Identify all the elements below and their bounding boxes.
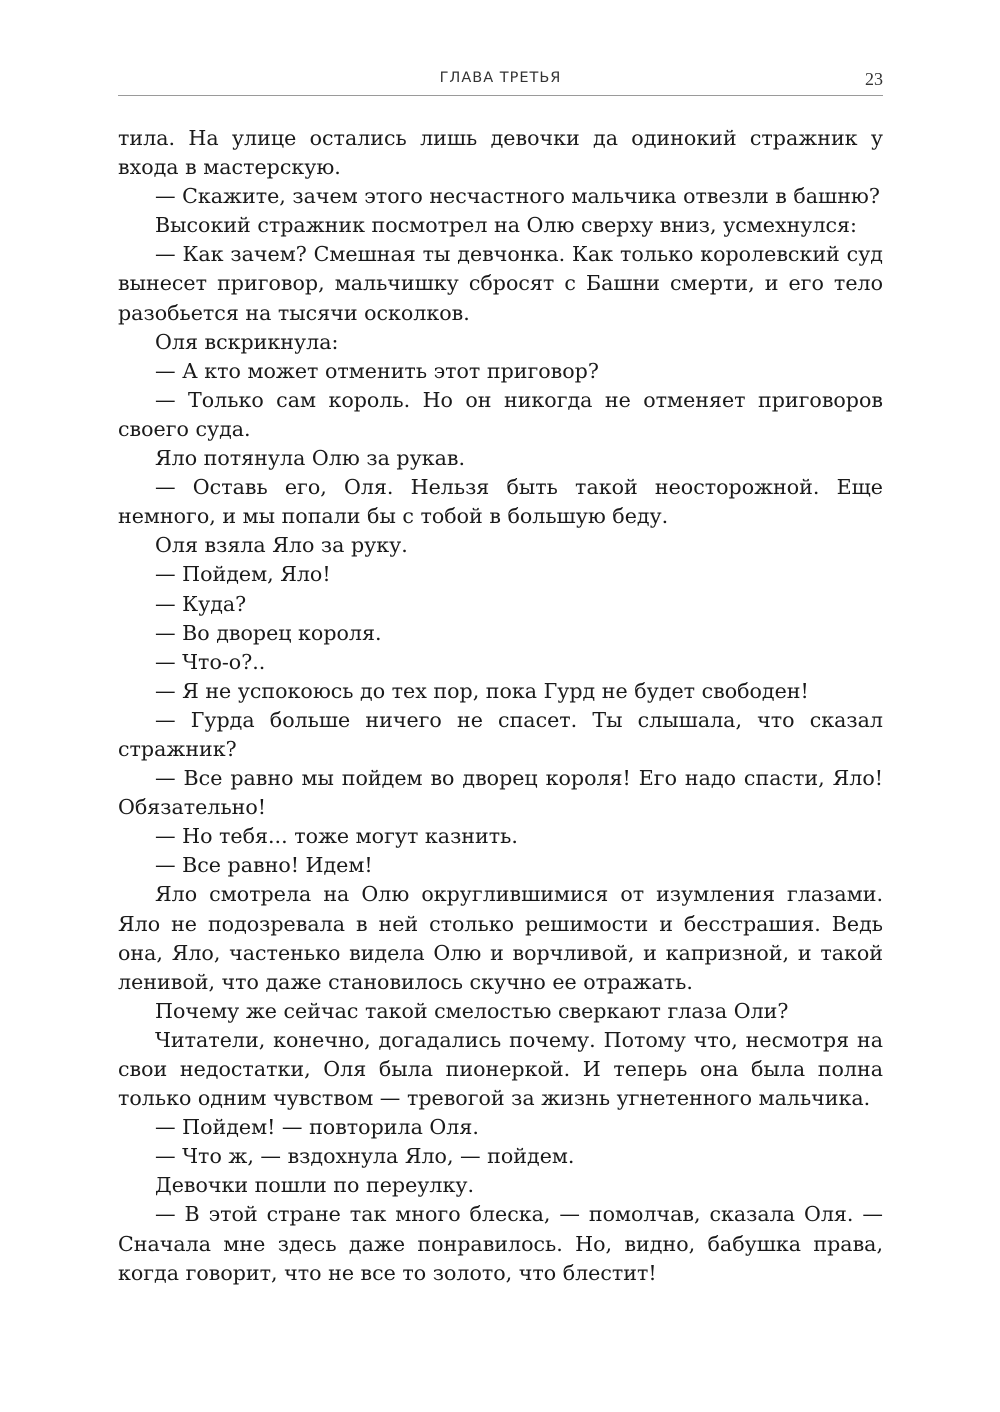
- paragraph: — А кто может отменить этот приговор?: [155, 358, 599, 383]
- running-head: [118, 70, 883, 94]
- paragraph: Яло смотрела на Олю округлившимися от изумления глазами. Яло не подозревала в ней столько решимости и бесстрашия. Ведь она, Яло, частенько видела Олю и ворчливой, и капризной, и такой ленивой, что даже становилось скучно ее отражать.: [118, 882, 883, 994]
- header-divider: [118, 95, 883, 96]
- paragraph: — Пойдем! — повторила Оля.: [155, 1115, 479, 1140]
- paragraph: Читатели, конечно, догадались почему. Потому что, несмотря на свои недостатки, Оля была пионеркой. И теперь она была полна только одним чувством — тревогой за жизнь угнетенного мальчика.: [118, 1027, 883, 1111]
- paragraph: Почему же сейчас такой смелостью сверкают глаза Оли?: [155, 998, 789, 1023]
- paragraph: — Оставь его, Оля. Нельзя быть такой неосторожной. Еще немного, и мы попали бы с тобой в большую беду.: [118, 475, 883, 529]
- paragraph: — Гурда больше ничего не спасет. Ты слышала, что сказал стражник?: [118, 707, 883, 761]
- paragraph: Девочки пошли по переулку.: [155, 1173, 474, 1198]
- paragraph: — Куда?: [155, 591, 247, 616]
- paragraph: — Что ж, — вздохнула Яло, — пойдем.: [155, 1144, 575, 1169]
- page-number: 23: [865, 69, 883, 89]
- paragraph: — В этой стране так много блеска, — помолчав, сказала Оля. — Сначала мне здесь даже понравилось. Но, видно, бабушка права, когда говорит, что не все то золото, что блестит!: [118, 1202, 883, 1285]
- paragraph: Яло потянула Олю за рукав.: [155, 446, 466, 471]
- body-text: [118, 124, 883, 1288]
- paragraph: — Скажите, зачем этого несчастного мальчика отвезли в башню?: [155, 184, 880, 209]
- paragraph: Оля взяла Яло за руку.: [155, 533, 408, 558]
- paragraph: Высокий стражник посмотрел на Олю сверху вниз, усмехнулся:: [155, 213, 857, 238]
- paragraph: — Как зачем? Смешная ты девчонка. Как только королевский суд вынесет приговор, мальчишку сбросят с Башни смерти, и его тело разобьется на тысячи осколков.: [118, 242, 883, 325]
- paragraph: — Но тебя... тоже могут казнить.: [155, 824, 518, 849]
- paragraph: Оля вскрикнула:: [155, 329, 339, 354]
- paragraph: — Только сам король. Но он никогда не отменяет приговоров своего суда.: [118, 387, 883, 441]
- paragraph: тила. На улице остались лишь девочки да одинокий стражник у входа в мастерскую.: [118, 126, 883, 180]
- paragraph: — Все равно мы пойдем во дворец короля! Его надо спасти, Яло! Обязательно!: [118, 766, 883, 820]
- paragraph: — Пойдем, Яло!: [155, 562, 331, 587]
- paragraph: — Во дворец короля.: [155, 620, 382, 645]
- paragraph: — Все равно! Идем!: [155, 853, 373, 878]
- chapter-title: ГЛАВА ТРЕТЬЯ: [439, 70, 562, 86]
- paragraph: — Что-о?..: [155, 649, 266, 674]
- paragraph: — Я не успокоюсь до тех пор, пока Гурд не будет свободен!: [155, 678, 809, 703]
